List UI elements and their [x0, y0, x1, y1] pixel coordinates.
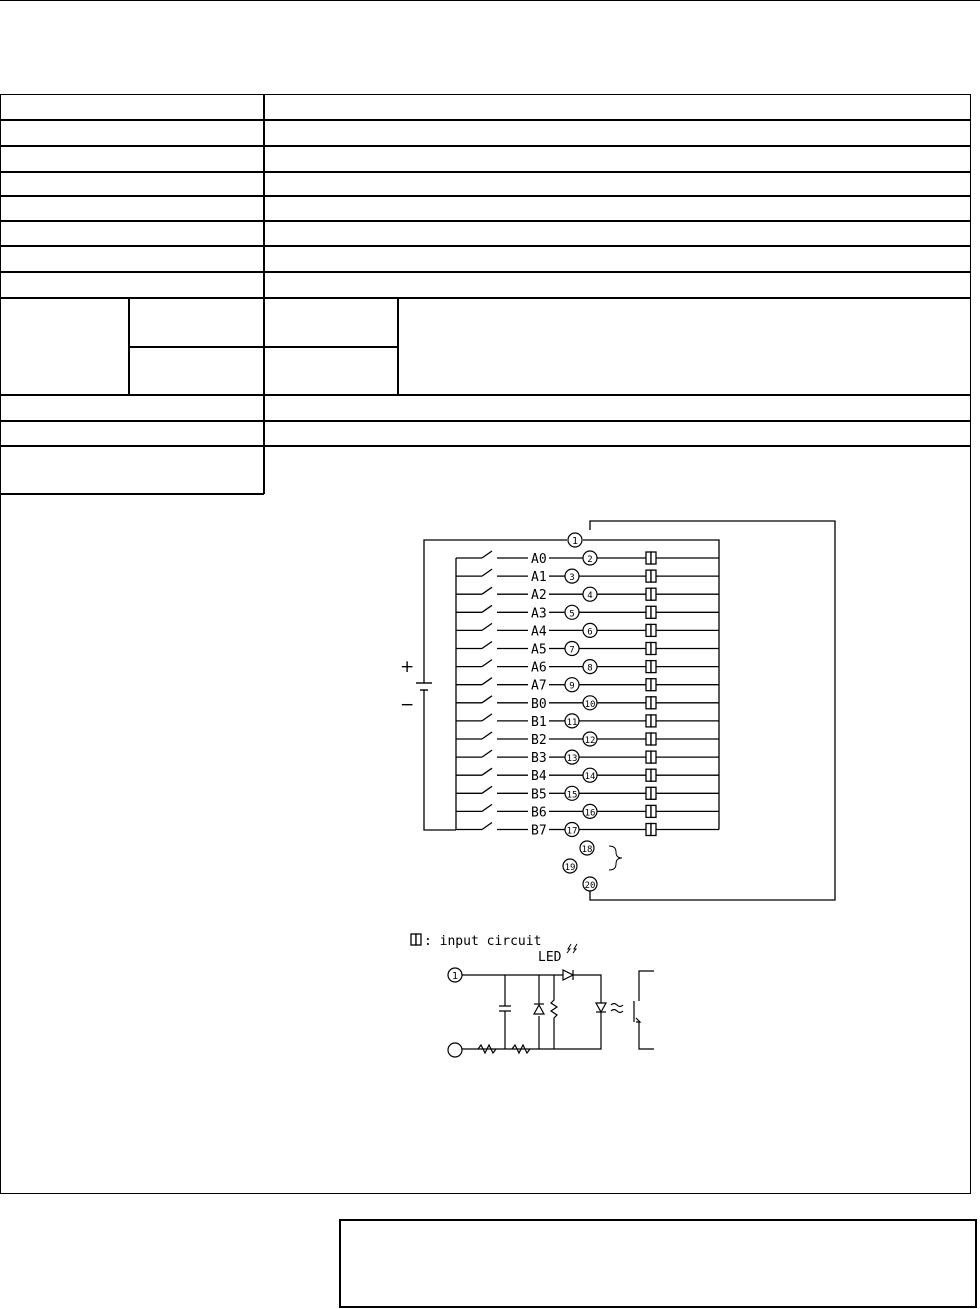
channel-rows [456, 551, 719, 839]
pin-number: 14 [584, 772, 596, 783]
light-emission-icon [567, 944, 577, 953]
switch-contact [482, 660, 492, 667]
extra-pin-number: 20 [584, 881, 596, 891]
channel-label: B3 [531, 751, 547, 767]
channel-label: B5 [531, 787, 547, 803]
detail-pin-top [448, 968, 462, 982]
channel-row [456, 768, 719, 784]
switch-contact [482, 587, 492, 594]
channel-label: B2 [531, 733, 547, 748]
input-circuit-symbol [646, 588, 651, 600]
channel-row [456, 804, 719, 820]
pin-number: 17 [566, 826, 578, 837]
detail-shunt-resistor [551, 975, 557, 1049]
channel-label: B1 [531, 714, 547, 730]
channel-row [456, 678, 719, 694]
pin-number: 9 [569, 681, 575, 692]
channel-row [456, 569, 719, 585]
pin-number: 12 [584, 736, 596, 746]
channel-row [456, 551, 719, 567]
input-circuit-symbol [646, 715, 651, 727]
input-circuit-symbol [646, 824, 651, 836]
photocoupler-led-symbol [596, 1003, 606, 1012]
led-label: LED [538, 950, 562, 965]
input-circuit-symbol [646, 624, 651, 636]
channel-row [456, 732, 719, 748]
phototransistor-emitter-arrow [636, 1018, 640, 1022]
channel-label: B0 [531, 696, 547, 712]
input-circuit-symbol [646, 661, 651, 673]
input-circuit-symbol [646, 733, 651, 745]
optical-coupling-symbol [611, 1004, 623, 1013]
input-circuit-symbol [646, 697, 651, 709]
detail-capacitor [499, 975, 511, 1049]
detail-pin-number: 1 [451, 971, 459, 982]
input-circuit-symbol [646, 751, 651, 763]
pin-number: 11 [566, 717, 578, 728]
extra-pins [563, 841, 597, 891]
input-circuit-symbol [646, 643, 651, 655]
legend-text: : input circuit [424, 934, 542, 949]
pin-number: 16 [584, 808, 596, 819]
extra-pin-number: 18 [581, 845, 593, 855]
brace-symbol [609, 846, 622, 870]
minus-sign: − [400, 695, 415, 715]
switch-contact [482, 569, 492, 576]
channel-label: B7 [531, 823, 547, 839]
pin-number: 3 [569, 573, 575, 584]
switch-contact [482, 551, 492, 558]
extra-pin [563, 859, 577, 873]
switch-contact [482, 750, 492, 757]
pin-number: 15 [566, 790, 578, 801]
channel-label: A1 [531, 570, 547, 586]
channel-label: B6 [531, 805, 547, 821]
channel-row [456, 750, 719, 766]
channel-label: B4 [531, 769, 547, 785]
input-circuit-symbol [646, 787, 651, 799]
channel-label: A7 [531, 678, 547, 694]
pin-number: 13 [566, 754, 578, 765]
channel-label: A4 [531, 624, 547, 640]
pin-number: 10 [584, 699, 596, 710]
channel-row [456, 714, 719, 730]
channel-row [456, 642, 719, 658]
pin-number: 7 [569, 645, 575, 656]
common-pin-number: 1 [571, 536, 579, 547]
pin-number: 2 [587, 555, 593, 565]
switch-contact [482, 678, 492, 685]
channel-row [456, 660, 719, 676]
extra-pin [583, 877, 597, 891]
switch-contact [482, 823, 492, 830]
detail-led-wire [573, 975, 601, 1003]
input-circuit-symbol [646, 769, 651, 781]
extra-pin [580, 841, 594, 855]
battery-minus-wire [424, 690, 456, 830]
pin-number: 5 [569, 609, 575, 620]
channel-row [456, 823, 719, 839]
channel-row [456, 696, 719, 712]
detail-bottom-wire [462, 1012, 601, 1049]
switch-contact [482, 623, 492, 630]
switch-contact [482, 714, 492, 721]
input-circuit-symbol [646, 606, 651, 618]
detail-led-symbol [563, 970, 573, 980]
spec-table-grid [1, 95, 970, 494]
shield-loop-wire [590, 521, 835, 900]
input-circuit-legend [411, 934, 541, 949]
detail-pin-bottom [448, 1043, 462, 1057]
switch-contact [482, 605, 492, 612]
channel-label: A3 [531, 606, 547, 622]
switch-contact [482, 696, 492, 703]
channel-label: A2 [531, 588, 547, 604]
pin-number: 4 [587, 591, 593, 602]
channel-row [456, 623, 719, 639]
detail-diode-symbol [534, 1005, 544, 1014]
input-circuit-symbol [646, 552, 651, 564]
pin-number: 6 [587, 627, 593, 638]
phototransistor-wire [639, 971, 654, 1049]
channel-row [456, 605, 719, 621]
switch-contact [482, 642, 492, 649]
switch-contact [482, 732, 492, 739]
pin-number: 8 [587, 663, 593, 674]
extra-pin-number: 19 [564, 863, 576, 873]
channel-label: A6 [531, 660, 547, 676]
input-circuit-symbol [646, 570, 651, 582]
channel-label: A0 [531, 552, 547, 567]
switch-contact [482, 768, 492, 775]
battery-symbol [400, 657, 432, 715]
wiring-circuit [424, 521, 835, 900]
switch-contact [482, 804, 492, 811]
switch-contact [482, 786, 492, 793]
input-circuit-symbol [646, 679, 651, 691]
input-circuit-detail [462, 970, 654, 1053]
led-label-group [538, 944, 577, 965]
channel-label: A5 [531, 642, 547, 658]
channel-row [456, 786, 719, 802]
input-circuit-symbol [646, 805, 651, 817]
plus-sign: + [400, 657, 415, 677]
channel-row [456, 587, 719, 603]
common-pin [568, 533, 582, 547]
